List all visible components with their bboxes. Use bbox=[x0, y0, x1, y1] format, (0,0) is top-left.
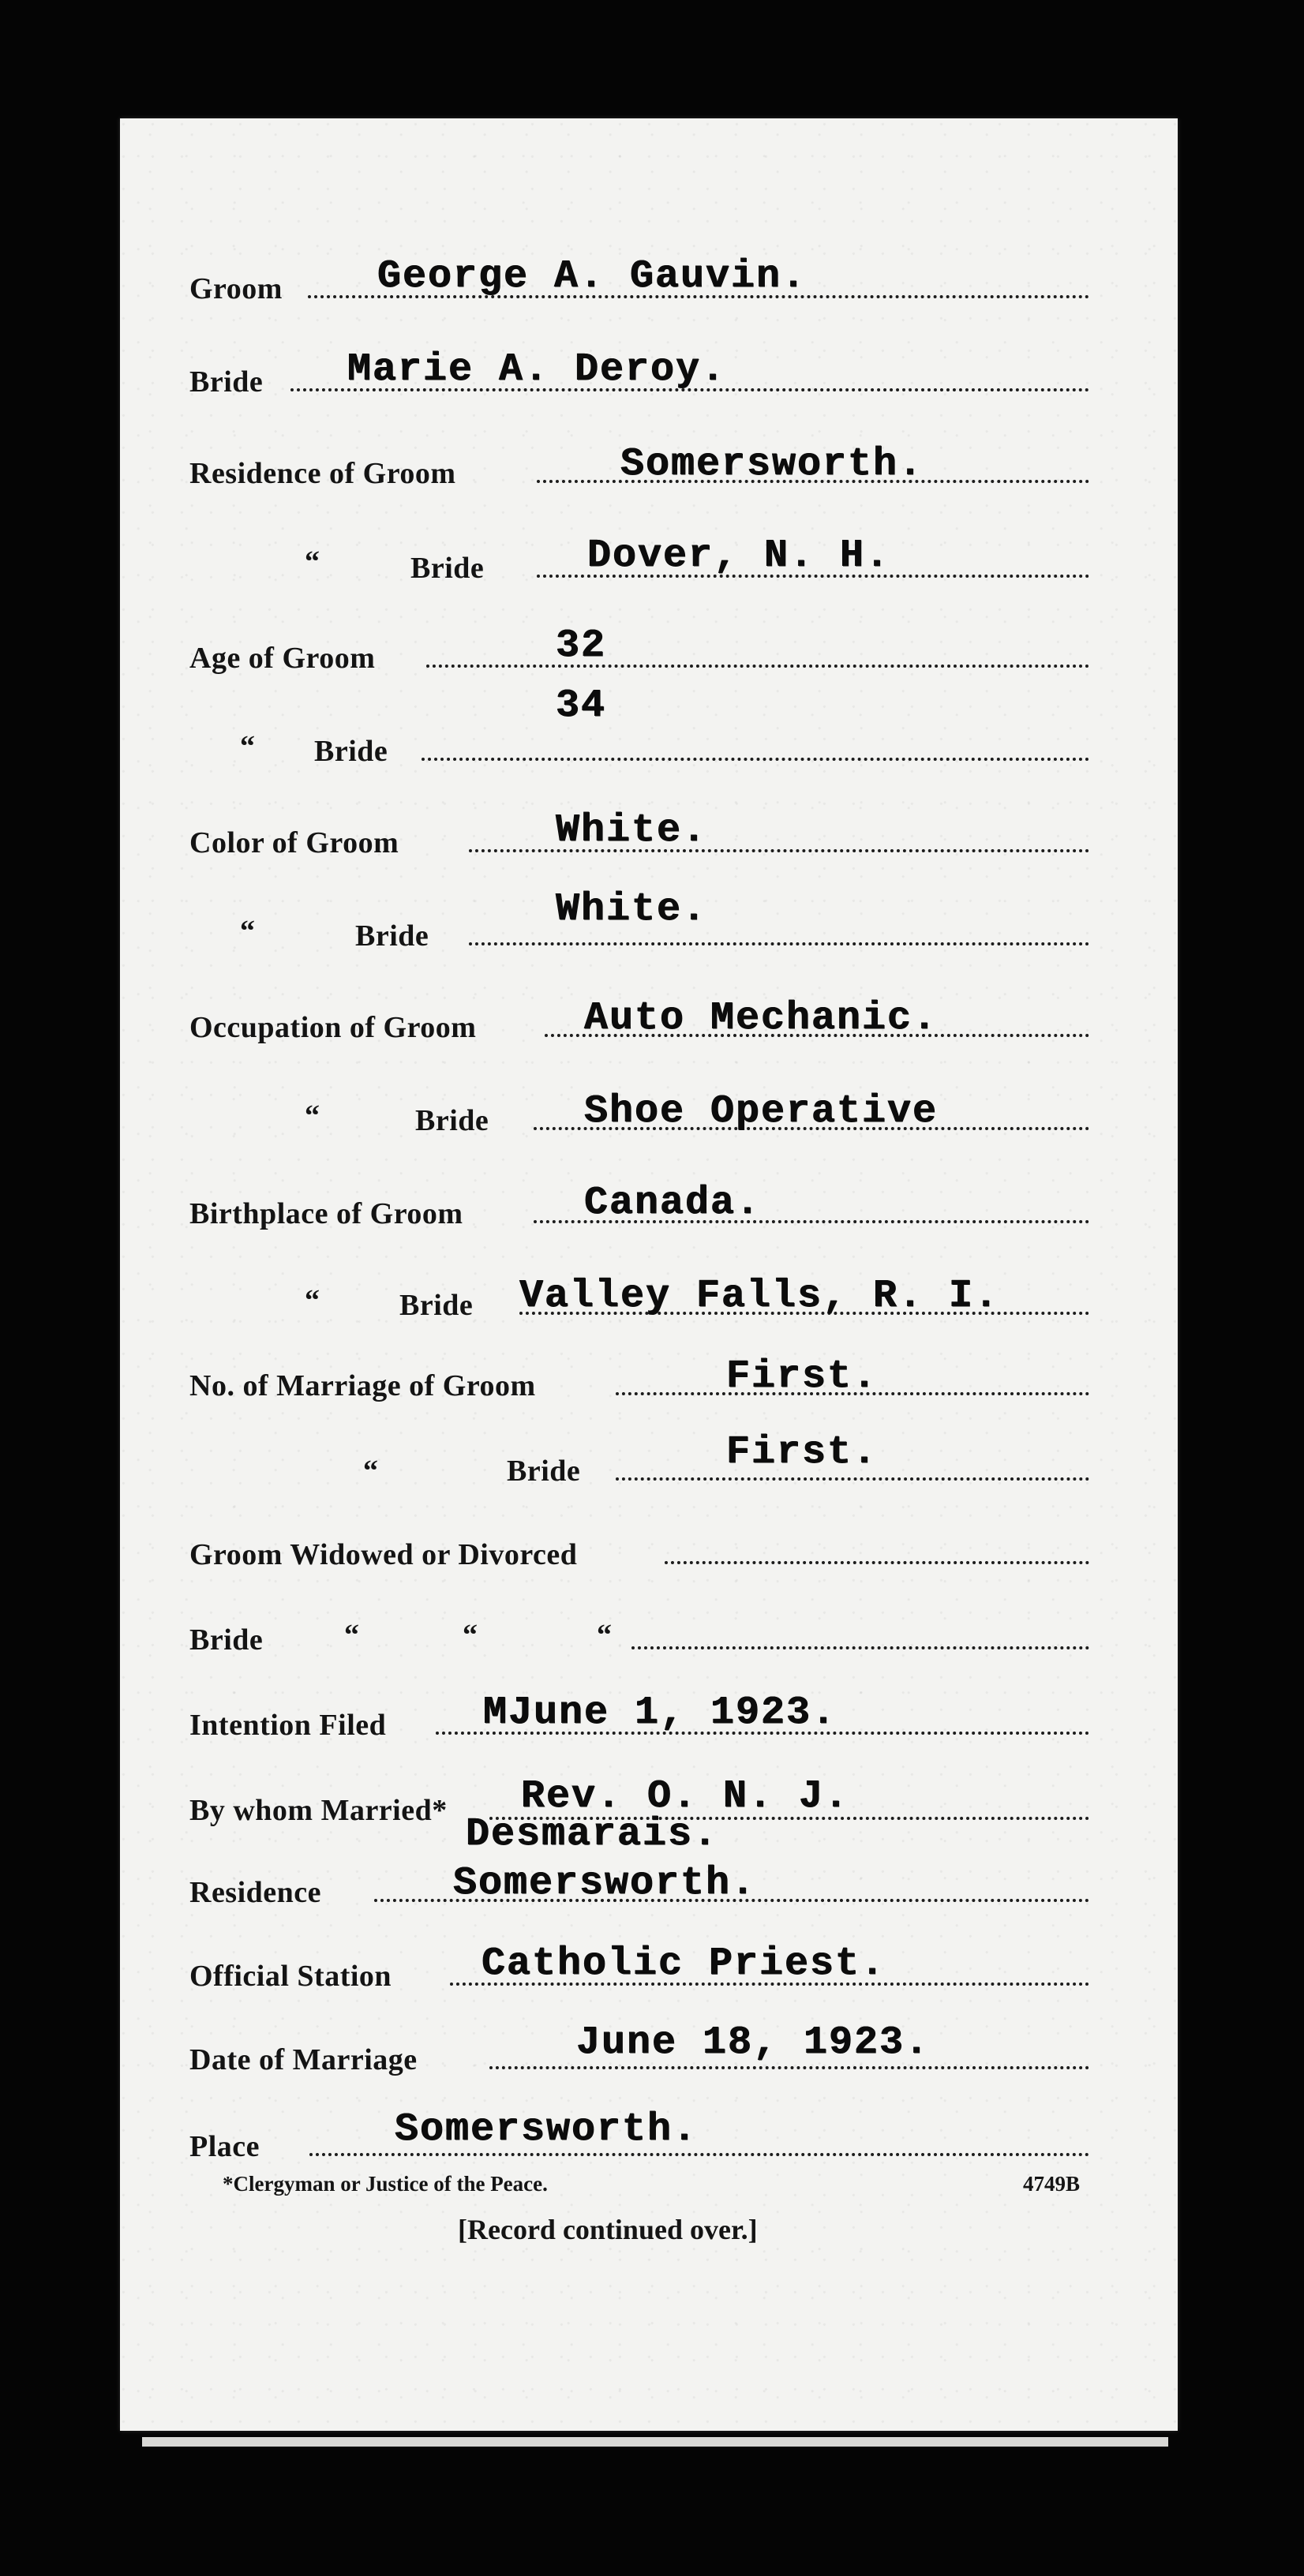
bride-widowed-ditto-1: “ bbox=[344, 1619, 359, 1652]
by-whom-married-label: By whom Married* bbox=[189, 1794, 448, 1827]
intention-filed-label: Intention Filed bbox=[189, 1709, 387, 1742]
marriage-no-groom-value: First. bbox=[726, 1354, 879, 1399]
color-bride-value: White. bbox=[556, 887, 708, 932]
age-bride-line bbox=[422, 758, 1089, 761]
marriage-no-bride-line bbox=[616, 1477, 1089, 1481]
bride-widowed-line bbox=[631, 1646, 1089, 1649]
color-bride-label: Bride bbox=[355, 919, 429, 953]
age-bride-value: 34 bbox=[556, 683, 607, 728]
bride-label: Bride bbox=[189, 365, 264, 399]
occupation-groom-value: Auto Mechanic. bbox=[584, 996, 939, 1041]
official-station-value: Catholic Priest. bbox=[482, 1941, 886, 1986]
residence-bride-value: Dover, N. H. bbox=[587, 534, 891, 578]
occupation-bride-label: Bride bbox=[415, 1104, 489, 1137]
residence-bride-label: Bride bbox=[410, 552, 485, 585]
age-bride-ditto: “ bbox=[240, 730, 255, 763]
official-station-label: Official Station bbox=[189, 1960, 392, 1993]
marriage-no-bride-ditto: “ bbox=[363, 1455, 378, 1488]
date-of-marriage-label: Date of Marriage bbox=[189, 2043, 418, 2076]
residence-groom-value: Somersworth. bbox=[620, 442, 924, 487]
by-whom-married-value-line2: Desmarais. bbox=[466, 1812, 719, 1857]
date-of-marriage-value: June 18, 1923. bbox=[576, 2020, 931, 2065]
place-label: Place bbox=[189, 2130, 260, 2163]
groom-widowed-label: Groom Widowed or Divorced bbox=[189, 1538, 578, 1571]
by-whom-married-value: Rev. O. N. J. bbox=[521, 1774, 850, 1819]
form-number: 4749B bbox=[1023, 2172, 1081, 2196]
bride-value: Marie A. Deroy. bbox=[347, 347, 727, 392]
age-groom-value: 32 bbox=[556, 623, 607, 668]
groom-widowed-line bbox=[665, 1561, 1089, 1564]
color-bride-ditto: “ bbox=[240, 915, 255, 948]
marriage-no-groom-label: No. of Marriage of Groom bbox=[189, 1369, 536, 1402]
residence-groom-label: Residence of Groom bbox=[189, 457, 456, 490]
place-line bbox=[309, 2153, 1089, 2156]
residence-bride-ditto: “ bbox=[305, 545, 320, 578]
birthplace-groom-value: Canada. bbox=[584, 1181, 762, 1226]
occupation-bride-value: Shoe Operative bbox=[584, 1089, 939, 1134]
color-bride-line bbox=[469, 942, 1089, 945]
place-value: Somersworth. bbox=[395, 2107, 699, 2152]
color-groom-value: White. bbox=[556, 808, 708, 853]
groom-label: Groom bbox=[189, 272, 283, 305]
birthplace-bride-label: Bride bbox=[399, 1289, 474, 1322]
card-edge bbox=[142, 2437, 1168, 2447]
bride-widowed-ditto-2: “ bbox=[463, 1619, 478, 1652]
occupation-groom-label: Occupation of Groom bbox=[189, 1011, 477, 1044]
record-continued-note: [Record continued over.] bbox=[458, 2214, 758, 2245]
footnote: *Clergyman or Justice of the Peace. bbox=[223, 2172, 548, 2196]
birthplace-groom-label: Birthplace of Groom bbox=[189, 1197, 463, 1230]
bride-widowed-label: Bride bbox=[189, 1623, 264, 1657]
residence-label: Residence bbox=[189, 1876, 322, 1909]
birthplace-bride-value: Valley Falls, R. I. bbox=[519, 1274, 1000, 1319]
date-of-marriage-line bbox=[489, 2066, 1089, 2069]
marriage-no-bride-value: First. bbox=[726, 1430, 879, 1475]
age-groom-label: Age of Groom bbox=[189, 642, 376, 675]
intention-filed-value: MJune 1, 1923. bbox=[483, 1690, 837, 1735]
age-groom-line bbox=[426, 665, 1089, 668]
groom-value: George A. Gauvin. bbox=[377, 254, 808, 299]
occupation-bride-ditto: “ bbox=[305, 1099, 320, 1133]
age-bride-label: Bride bbox=[314, 735, 388, 768]
birthplace-bride-ditto: “ bbox=[305, 1284, 320, 1317]
color-groom-label: Color of Groom bbox=[189, 826, 399, 859]
marriage-no-bride-label: Bride bbox=[507, 1455, 581, 1488]
residence-value: Somersworth. bbox=[453, 1861, 757, 1906]
bride-widowed-ditto-3: “ bbox=[597, 1619, 612, 1652]
